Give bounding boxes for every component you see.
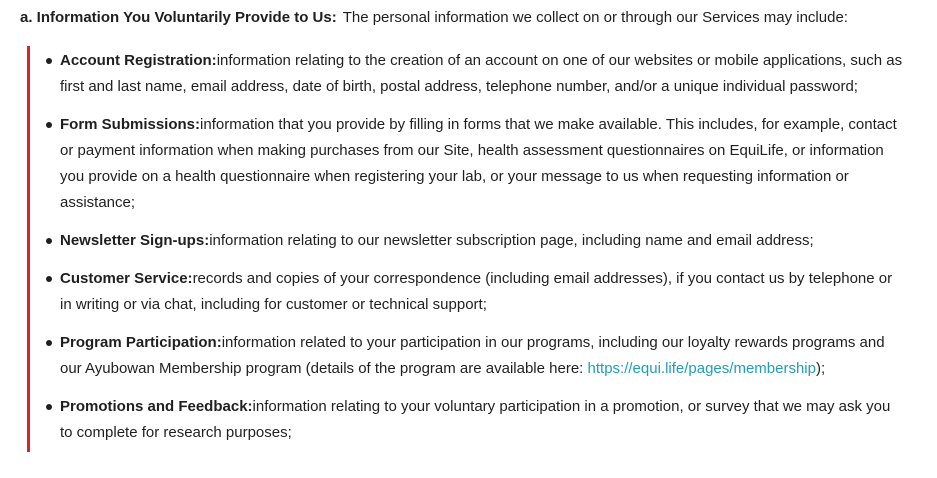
item-text: information relating to our newsletter subscription page, including name and email address; bbox=[209, 232, 814, 249]
list-item-form-submissions bbox=[45, 112, 905, 216]
item-text: information that you provide by filling in forms that we make available. This includes, for example, contact or payment information when making purchases from our Site, health assessment questionnaires on EquiLife, or information you provide on a health questionnaire when registering your lab, or your message to us when requesting information or assistance; bbox=[60, 116, 897, 211]
section-heading: a. Information You Voluntarily Provide to Us: bbox=[20, 9, 337, 26]
item-term: Promotions and Feedback: bbox=[60, 398, 253, 415]
section-intro-text: The personal information we collect on or through our Services may include: bbox=[342, 9, 848, 26]
item-term: Program Participation: bbox=[60, 334, 222, 351]
item-term: Newsletter Sign-ups: bbox=[60, 232, 210, 249]
item-text: information related to your participation in our programs, including our loyalty rewards programs and our Ayubowan Membership program (details of the program are available here: bbox=[60, 334, 885, 377]
information-list bbox=[45, 48, 905, 458]
item-text-after: ); bbox=[815, 360, 826, 377]
list-item-promotions-feedback bbox=[45, 394, 905, 446]
item-term: Form Submissions: bbox=[60, 116, 201, 133]
item-term: Customer Service: bbox=[60, 270, 193, 287]
list-item-newsletter-signups bbox=[45, 228, 905, 254]
membership-link[interactable]: https://equi.life/pages/membership bbox=[587, 360, 816, 377]
item-text: information relating to the creation of an account on one of our websites or mobile applications, such as first and last name, email address, date of birth, postal address, telephone number, and/or a unique individual password; bbox=[60, 52, 903, 95]
list-item-customer-service bbox=[45, 266, 905, 318]
section-intro bbox=[20, 8, 925, 28]
list-item-program-participation bbox=[45, 330, 905, 382]
blockquote-accent-bar bbox=[27, 46, 30, 452]
item-text: records and copies of your correspondence (including email addresses), if you contact us by telephone or in writing or via chat, including for customer or technical support; bbox=[60, 270, 893, 313]
item-text: information relating to your voluntary participation in a promotion, or survey that we may ask you to complete for research purposes; bbox=[60, 398, 891, 441]
item-term: Account Registration: bbox=[60, 52, 217, 69]
list-item-account-registration bbox=[45, 48, 905, 100]
